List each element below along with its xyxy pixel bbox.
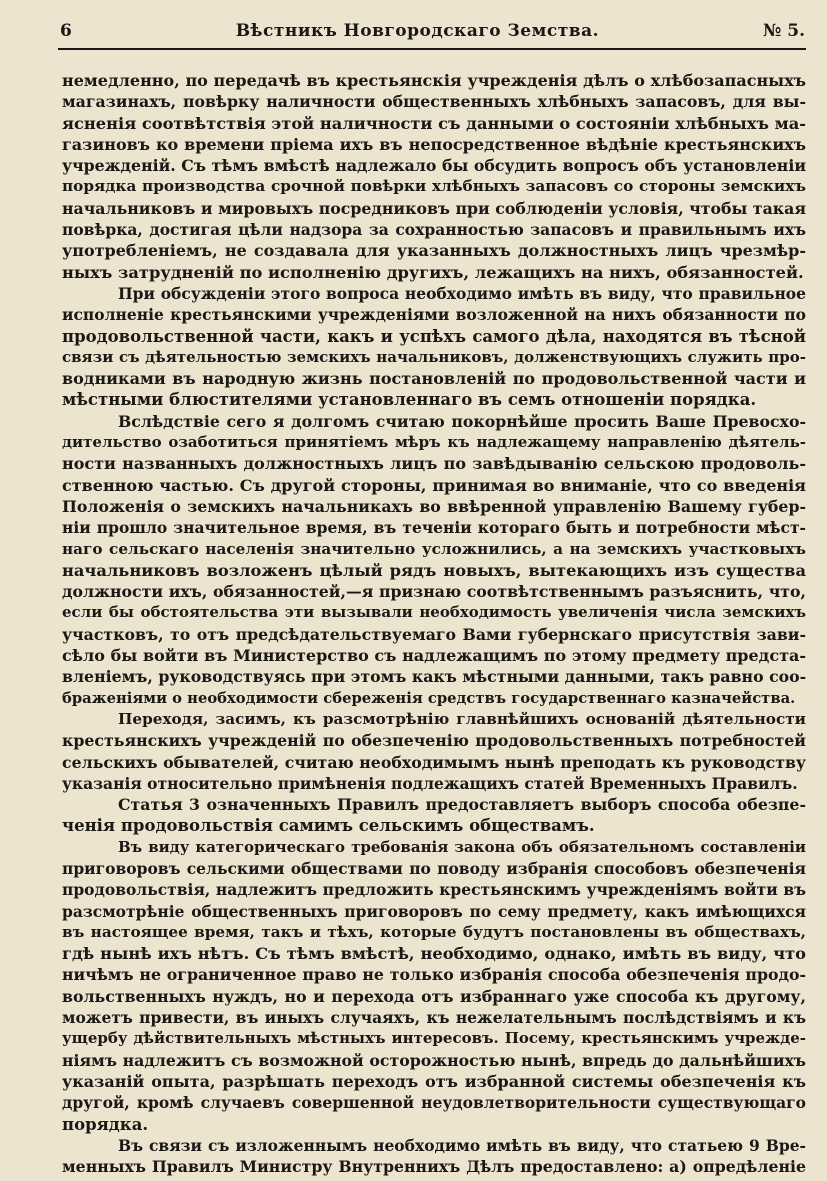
text-line: порядка производства срочной повѣрки хлѣбныхъ запасовъ со стороны земскихъ — [62, 177, 806, 196]
paragraph-start: Вслѣдствіе сего я долгомъ считаю покорнѣйше просить Ваше Превосхо- — [118, 411, 806, 431]
text-line: продовольствія, надлежитъ предложить крестьянскимъ учрежденіямъ войти въ — [62, 880, 806, 900]
text-line: ченія продовольствія самимъ сельскимъ обществамъ. — [62, 816, 595, 836]
text-line: ніи прошло значительное время, въ теченіи котораго быть и потребности мѣст- — [62, 518, 806, 538]
issue-number: № 5. — [762, 21, 805, 41]
text-line: дительство озаботиться принятіемъ мѣръ къ надлежащему направленію дѣятель- — [62, 433, 806, 452]
text-line: въ настоящее время, такъ и тѣхъ, которые будутъ постановлены въ обществахъ, — [62, 922, 806, 941]
paragraph-start: При обсужденіи этого вопроса необходимо имѣть въ виду, что правильное — [118, 283, 806, 303]
text-line: употребленіемъ, не создавала для указанныхъ должностныхъ лицъ чрезмѣр- — [62, 241, 806, 261]
text-line: немедленно, по передачѣ въ крестьянскія учрежденія дѣлъ о хлѣбозапасныхъ — [62, 71, 806, 90]
text-line: приговоровъ сельскими обществами по поводу избранія способовъ обезпеченія — [62, 858, 806, 878]
paragraph-start: Переходя, засимъ, къ разсмотрѣнію главнѣйшихъ основаній дѣятельности — [118, 709, 806, 728]
paragraph-start: Въ связи съ изложеннымъ необходимо имѣть въ виду, что статьею 9 Вре- — [118, 1135, 806, 1155]
text-line: магазинахъ, повѣрку наличности общественныхъ хлѣбныхъ запасовъ, для вы- — [62, 92, 806, 112]
text-line: если бы обстоятельства эти вызывали необходимость увеличенія числа земскихъ — [62, 603, 806, 622]
text-line: Положенія о земскихъ начальникахъ во ввѣренной управленію Вашему губер- — [62, 496, 806, 516]
text-line: водниками въ народную жизнь постановленій по продовольственной части и — [62, 369, 806, 389]
text-line: мѣстными блюстителями установленнаго въ семъ отношеніи порядка. — [62, 390, 757, 410]
text-line: сельскихъ обывателей, считаю необходимымъ нынѣ преподать къ руководству — [62, 752, 806, 772]
text-line: сѣло бы войти въ Министерство съ надлежащимъ по этому предмету предста- — [62, 646, 806, 666]
text-line: ущербу дѣйствительныхъ мѣстныхъ интересовъ. Посему, крестьянскимъ учрежде- — [62, 1029, 806, 1048]
text-line: вольственныхъ нуждъ, но и перехода отъ избраннаго уже способа къ другому, — [62, 986, 806, 1006]
text-line: ственною частью. Съ другой стороны, принимая во вниманіе, что со введенія — [62, 475, 806, 495]
text-line: учрежденій. Съ тѣмъ вмѣстѣ надлежало бы обсудить вопросъ объ установленіи — [62, 156, 806, 176]
page-number: 6 — [60, 21, 72, 41]
text-line: участковъ, то отъ предсѣдательствуемаго Вами губернскаго присутствія зави- — [62, 624, 806, 644]
paragraph-start: Статья 3 означенныхъ Правилъ предоставляетъ выборъ способа обезпе- — [118, 795, 806, 815]
text-line: указаній опыта, разрѣшать переходъ отъ избранной системы обезпеченія къ — [62, 1071, 806, 1091]
header-rule — [58, 48, 806, 50]
text-line: газиновъ ко времени пріема ихъ въ непосредственное вѣдѣніе крестьянскихъ — [62, 134, 806, 154]
page-header — [60, 16, 805, 46]
body-text — [62, 70, 806, 1177]
text-line: другой, кромѣ случаевъ совершенной неудовлетворительности существующаго — [62, 1093, 806, 1113]
text-line: менныхъ Правилъ Министру Внутреннихъ Дѣлъ предоставлено: а) опредѣленіе — [62, 1157, 806, 1177]
text-line: начальниковъ и мировыхъ посредниковъ при соблюденіи условія, чтобы такая — [62, 198, 806, 218]
text-line: продовольственной части, какъ и успѣхъ самого дѣла, находятся въ тѣсной — [62, 326, 806, 346]
text-line: браженіями о необходимости сбереженія средствъ государственнаго казначейства. — [62, 689, 796, 707]
text-line: порядка. — [62, 1114, 149, 1134]
text-line: ничѣмъ не ограниченное право не только избранія способа обезпеченія продо- — [62, 965, 806, 985]
text-line: наго сельскаго населенія значительно усложнились, а на земскихъ участковыхъ — [62, 539, 806, 558]
paragraph-start: Въ виду категорическаго требованія закона объ обязательномъ составленіи — [118, 837, 806, 856]
text-line: указанія относительно примѣненія подлежащихъ статей Временныхъ Правилъ. — [62, 773, 798, 793]
text-line: крестьянскихъ учрежденій по обезпеченію продовольственныхъ потребностей — [62, 731, 806, 751]
text-line: исполненіе крестьянскими учрежденіями возложенной на нихъ обязанности по — [62, 305, 806, 325]
text-line: ясненія соотвѣтствія этой наличности съ данными о состояніи хлѣбныхъ ма- — [62, 113, 806, 133]
text-line: должности ихъ, обязанностей,—я признаю соотвѣтственнымъ разъяснить, что, — [62, 582, 806, 602]
text-line: разсмотрѣніе общественныхъ приговоровъ по сему предмету, какъ имѣющихся — [62, 901, 806, 921]
text-line: начальниковъ возложенъ цѣлый рядъ новыхъ, вытекающихъ изъ существа — [62, 560, 806, 580]
text-line: ности названныхъ должностныхъ лицъ по завѣдыванію сельскою продоволь- — [62, 454, 806, 474]
text-line: повѣрка, достигая цѣли надзора за сохранностью запасовъ и правильнымъ ихъ — [62, 220, 806, 240]
text-line: ніямъ надлежитъ съ возможной осторожностью нынѣ, впредь до дальнѣйшихъ — [62, 1050, 806, 1070]
text-line: вленіемъ, руководствуясь при этомъ какъ мѣстными данными, такъ равно соо- — [62, 667, 806, 687]
text-line: ныхъ затрудненій по исполненію другихъ, лежащихъ на нихъ, обязанностей. — [62, 262, 804, 282]
text-line: можетъ привести, въ иныхъ случаяхъ, къ нежелательнымъ послѣдствіямъ и къ — [62, 1008, 806, 1028]
text-line: гдѣ нынѣ ихъ нѣтъ. Съ тѣмъ вмѣстѣ, необходимо, однако, имѣть въ виду, что — [62, 944, 806, 964]
text-line: связи съ дѣятельностью земскихъ начальниковъ, долженствующихъ служить про- — [62, 347, 806, 366]
journal-title: Вѣстникъ Новгородскаго Земства. — [235, 21, 599, 41]
